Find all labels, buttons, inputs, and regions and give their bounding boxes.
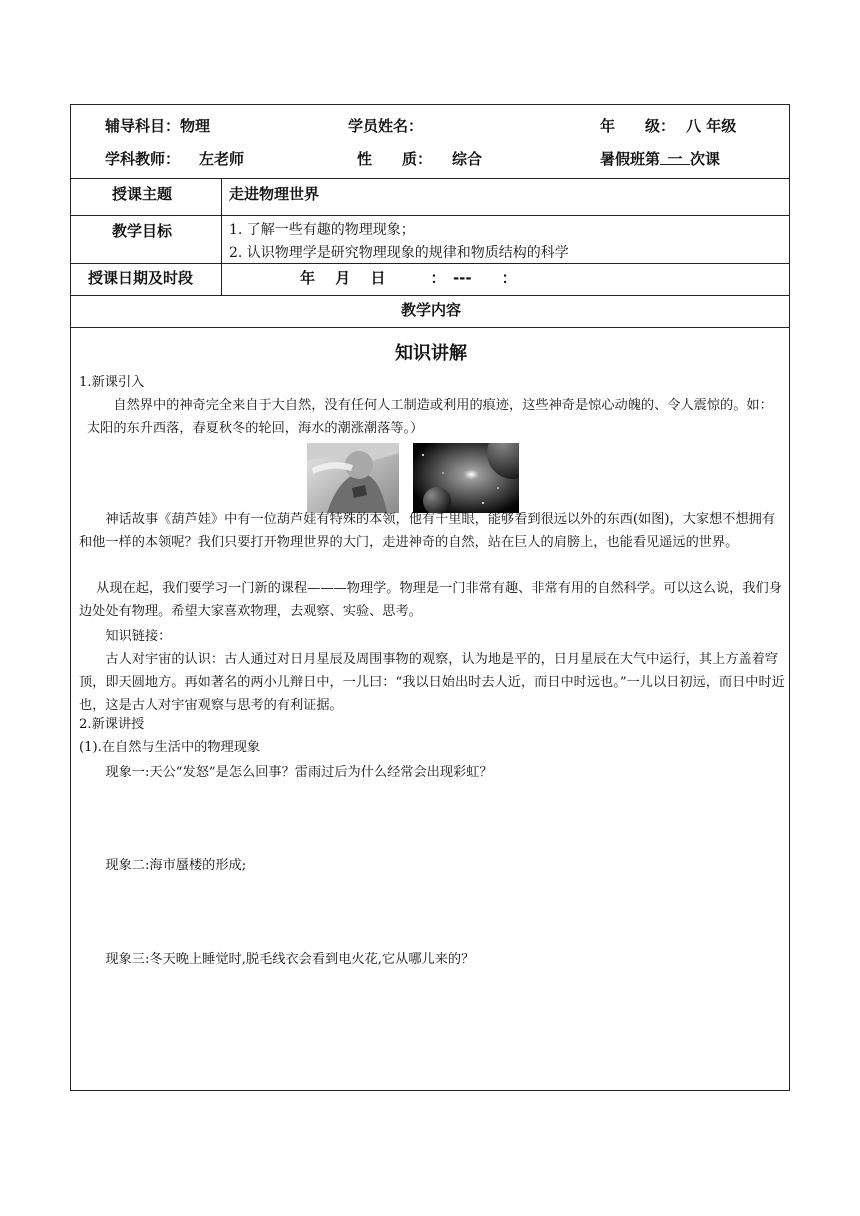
paragraph-huluwa: 神话故事《葫芦娃》中有一位葫芦娃有特殊的本领，他有千里眼，能够看到很远以外的东西(如图)，大家想不想拥有和他一样的本领呢？我们只要打开物理世界的大门，走进神奇的自然，站在巨人的肩膀上，也能看见遥远的世界。: [79, 512, 776, 550]
nature-label: 性 质：: [357, 150, 433, 168]
huluwa-image: [307, 443, 399, 513]
goal-item-2: 2. 认识物理学是研究物理现象的规律和物质结构的科学: [229, 245, 569, 261]
class-number: 一: [660, 148, 690, 165]
grade-value: 八 年级: [686, 117, 737, 135]
lesson-plan-table: [70, 104, 790, 1091]
heading-new-teaching: 2.新课讲授: [79, 717, 145, 732]
topic-label: 授课主题: [112, 185, 173, 203]
class-prefix: 暑假班第: [600, 150, 661, 168]
teacher-value: 左老师: [199, 150, 245, 168]
subject-label: 辅导科目：物理: [105, 117, 211, 135]
paragraph-nature: 自然界中的神奇完全来自于大自然，没有任何人工制造或利用的痕迹，这些神奇是惊心动魄的、令人震惊的。如：太阳的东升西落，春夏秋冬的轮回，海水的潮涨潮落等。）: [87, 398, 773, 436]
phenomenon-1: 现象一:天公“发怒”是怎么回事？雷雨过后为什么经常会出现彩虹？: [105, 765, 493, 780]
grade-label: 年 级：: [600, 117, 676, 135]
teacher-label: 学科教师：: [105, 150, 181, 168]
space-image: [413, 443, 519, 513]
date-label: 授课日期及时段: [88, 269, 194, 287]
class-number-line: [600, 148, 720, 169]
knowledge-link-label: 知识链接：: [105, 629, 172, 644]
paragraph-ancient-universe: 古人对宇宙的认识：古人通过对日月星辰及周围事物的观察，认为地是平的，日月星辰在大气中运行，其上方盖着穹顶，即天圆地方。再如著名的两小儿辩日中，一儿曰：“我以日始出时去人近，而日中时远也。”一儿以日初远，而日中时近也，这是古人对宇宙观察与思考的有利证据。: [79, 652, 785, 713]
heading-new-lesson: 1.新课引入: [79, 375, 145, 390]
nature-value: 综合: [452, 150, 483, 168]
divider: [71, 263, 789, 264]
goal-label: 教学目标: [112, 222, 173, 240]
class-suffix: 次课: [690, 150, 721, 168]
heading-phenomena: (1).在自然与生活中的物理现象: [79, 740, 261, 755]
divider: [71, 295, 789, 296]
paragraph-physics-intro: 从现在起，我们要学习一门新的课程———物理学。物理是一门非常有趣、非常有用的自然科学。可以这么说，我们身边处处有物理。希望大家喜欢物理，去观察、实验、思考。: [79, 581, 782, 619]
phenomenon-2: 现象二:海市蜃楼的形成;: [105, 858, 247, 873]
divider: [71, 327, 789, 328]
goal-item-1: 1. 了解一些有趣的物理现象；: [229, 222, 415, 238]
student-name-label: 学员姓名：: [348, 117, 424, 135]
knowledge-title: 知识讲解: [395, 343, 467, 364]
phenomenon-3: 现象三:冬天晚上睡觉时,脱毛线衣会看到电火花,它从哪儿来的？: [105, 952, 475, 967]
divider: [71, 215, 789, 216]
date-value: 年 月 日 ： --- ：: [300, 269, 517, 287]
divider: [71, 178, 789, 179]
topic-value: 走进物理世界: [229, 185, 320, 203]
column-divider: [221, 178, 222, 295]
section-header: 教学内容: [400, 301, 461, 319]
